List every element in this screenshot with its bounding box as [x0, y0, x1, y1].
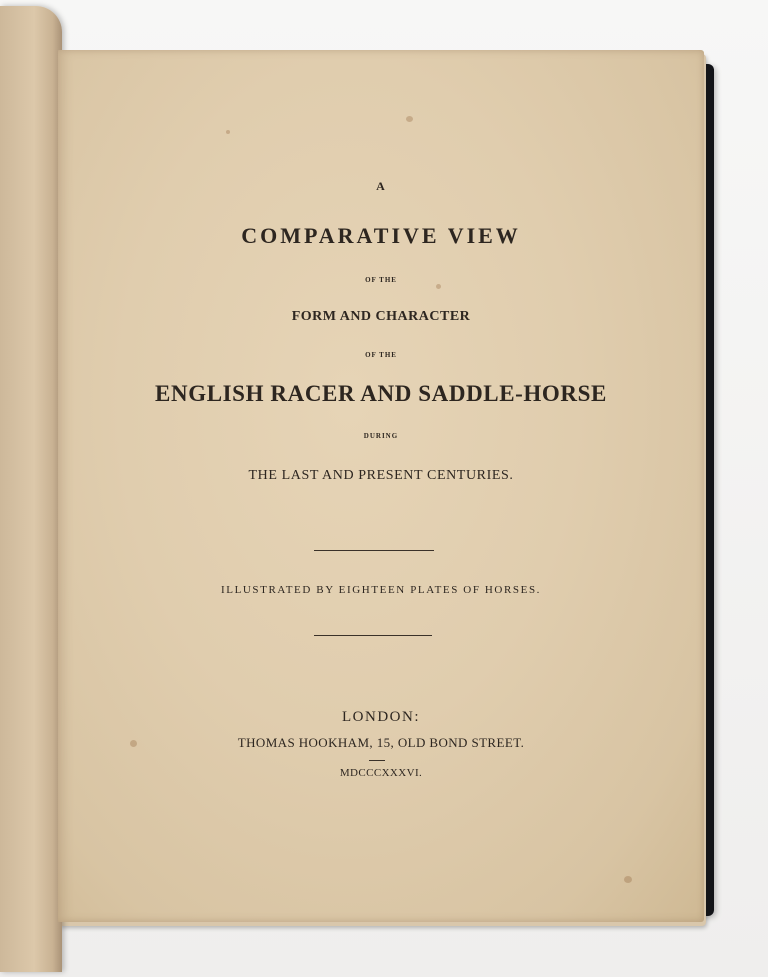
divider-rule-top — [314, 550, 434, 551]
foxing-spot — [624, 876, 632, 883]
left-facing-page — [0, 6, 62, 972]
imprint-short-rule — [369, 760, 385, 761]
imprint-publisher: THOMAS HOOKHAM, 15, OLD BOND STREET. — [237, 735, 525, 750]
title-of-the-2: OF THE — [365, 351, 397, 359]
imprint-date: MDCCCXXXVI. — [339, 767, 423, 779]
title-during: DURING — [363, 432, 399, 440]
foxing-spot — [436, 284, 441, 289]
illustrated-statement: ILLUSTRATED BY EIGHTEEN PLATES OF HORSES. — [220, 584, 542, 596]
foxing-spot — [226, 130, 230, 134]
left-page-show-through — [0, 378, 52, 408]
title-of-the-1: OF THE — [365, 276, 397, 284]
imprint-city: LONDON: — [342, 709, 420, 725]
title-form-and-character: FORM AND CHARACTER — [291, 309, 471, 324]
title-comparative-view: COMPARATIVE VIEW — [241, 223, 521, 248]
divider-rule-bottom — [314, 635, 432, 636]
title-english-racer: ENGLISH RACER AND SADDLE-HORSE — [155, 381, 607, 406]
foxing-spot — [406, 116, 413, 122]
title-centuries: THE LAST AND PRESENT CENTURIES. — [248, 468, 514, 483]
title-page — [58, 50, 704, 922]
title-article: A — [376, 179, 386, 193]
